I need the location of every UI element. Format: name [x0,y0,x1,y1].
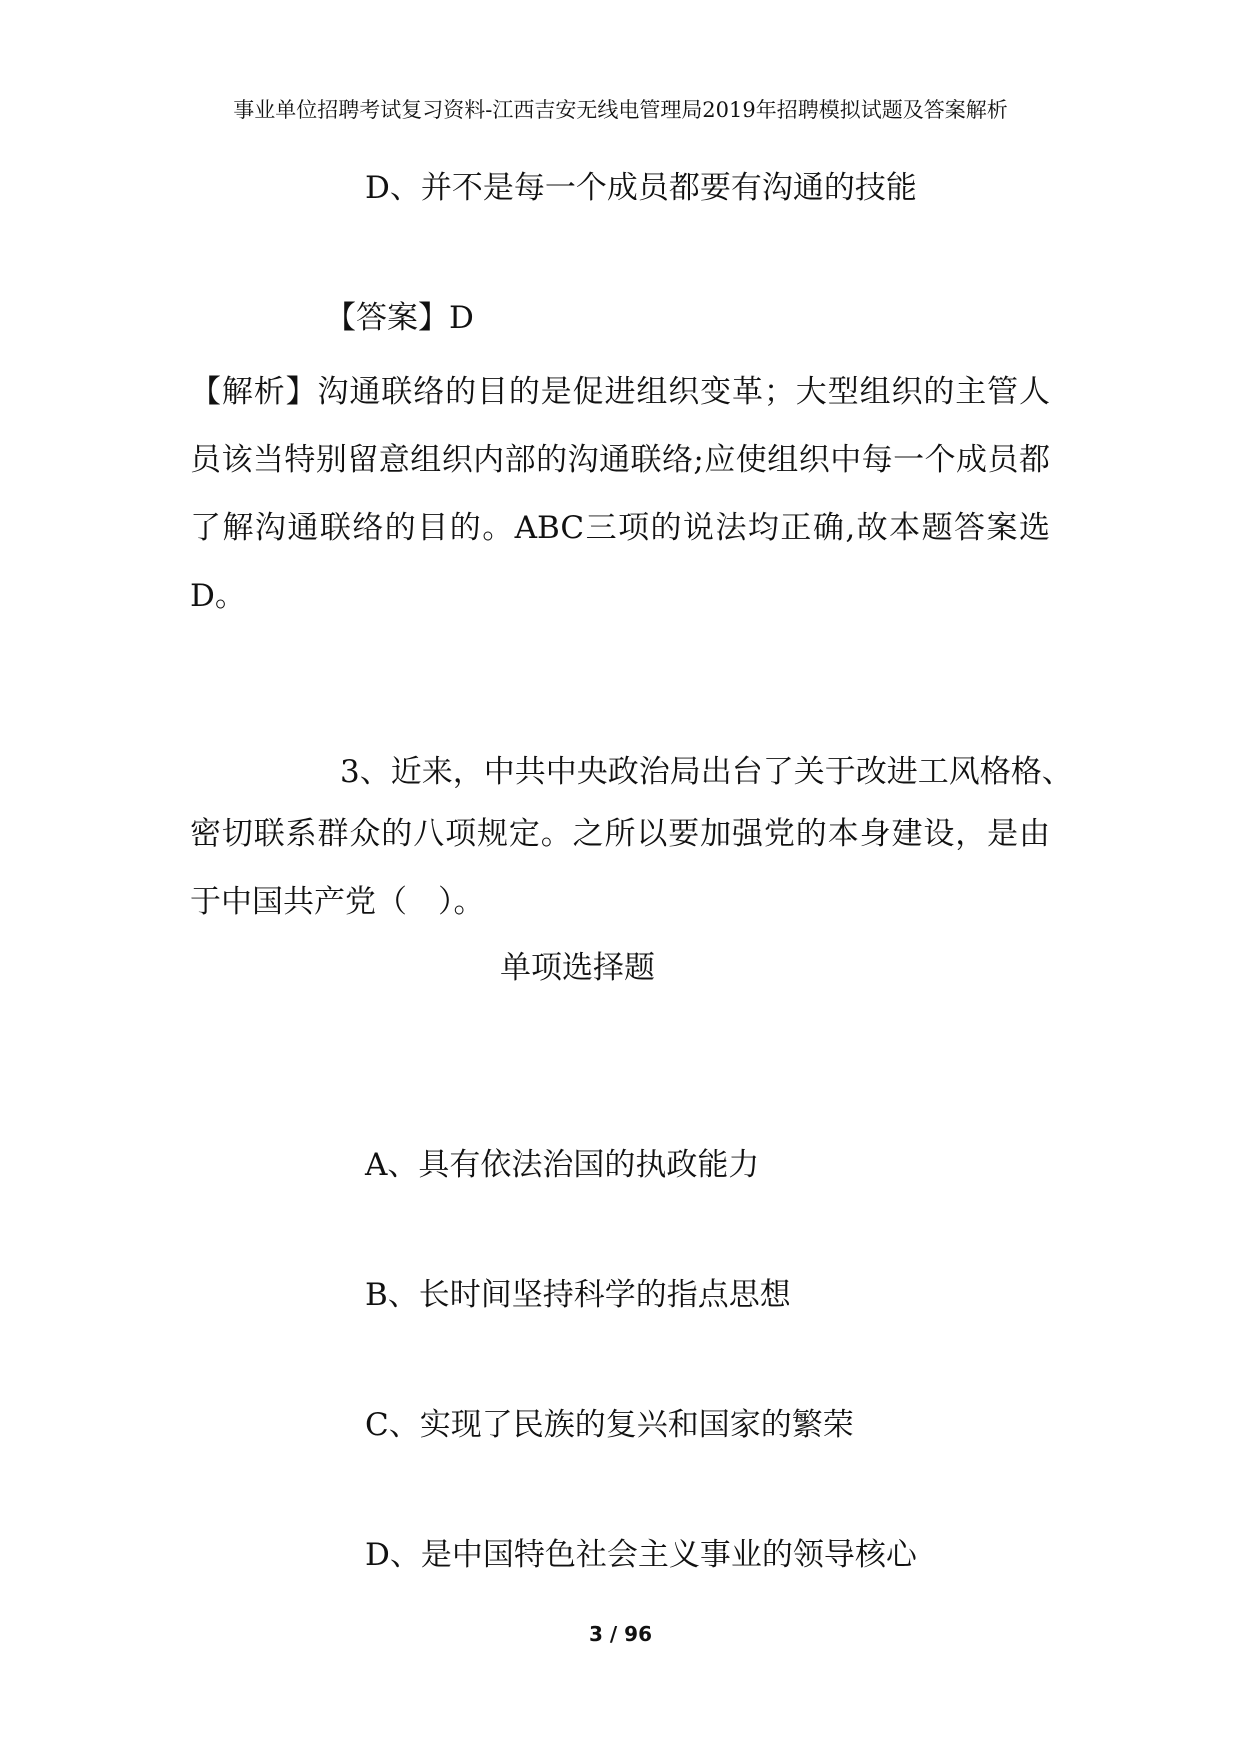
q3-stem-rest: 密切联系群众的八项规定。之所以要加强党的本身建设，是由于中国共产党（ ）。 [190,816,1050,920]
page-header: 事业单位招聘考试复习资料-江西吉安无线电管理局2019年招聘模拟试题及答案解析 [233,98,1008,122]
q3-stem-first-line: 3、近来，中共中央政治局出台了关于改进工风格格、 [340,754,1073,790]
q3-option-a: A、具有依法治国的执政能力 [365,1147,760,1183]
q2-option-d: D、并不是每一个成员都要有沟通的技能 [365,170,917,206]
q2-answer: 【答案】D [325,300,474,336]
q3-option-b: B、长时间坚持科学的指点思想 [365,1277,791,1313]
q2-analysis: 【解析】沟通联络的目的是促进组织变革；大型组织的主管人员该当特别留意组织内部的沟通联络;应使组织中每一个成员都了解沟通联络的目的。ABC三项的说法均正确,故本题答案选D。 [190,374,1050,614]
q3-option-c: C、实现了民族的复兴和国家的繁荣 [365,1407,854,1443]
q3-option-d: D、是中国特色社会主义事业的领导核心 [365,1537,917,1573]
page-number: 3 / 96 [589,1622,652,1646]
q3-question-type: 单项选择题 [500,950,655,986]
